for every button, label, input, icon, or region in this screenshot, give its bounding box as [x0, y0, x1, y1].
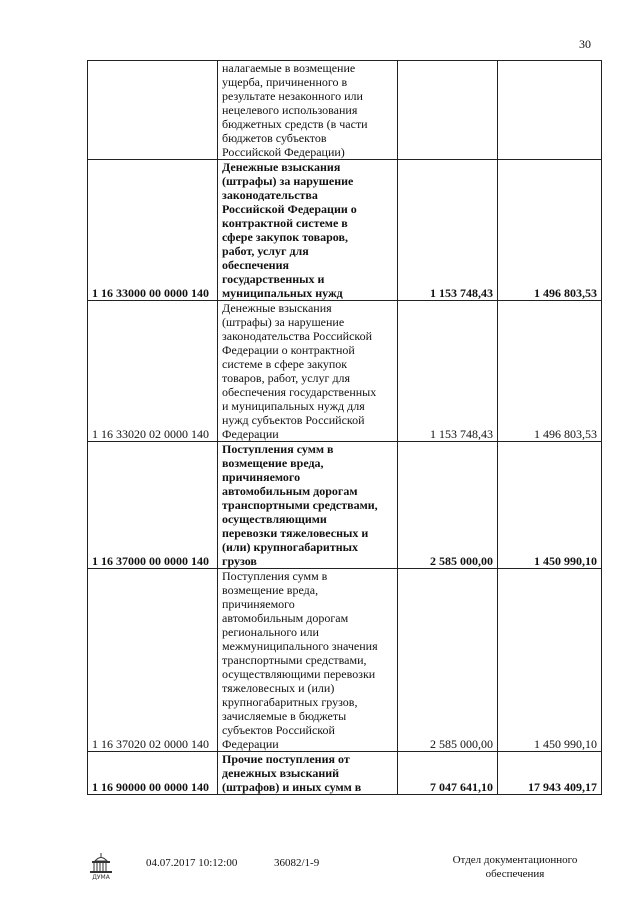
- row-name-line: товаров, работ, услуг для: [222, 371, 351, 385]
- row-name-line: осуществляющими: [222, 512, 327, 526]
- row-name-line: перевозки тяжеловесных и: [222, 526, 369, 540]
- page-number: 30: [579, 37, 591, 51]
- row-name-line: автомобильным дорогам: [222, 484, 358, 498]
- row-value-2: 1 496 803,53: [498, 301, 602, 442]
- table-row: [88, 752, 602, 795]
- row-name-line: Поступления сумм в: [222, 569, 328, 583]
- table-row: [88, 442, 602, 569]
- footer-doc-number: 36082/1-9: [274, 857, 320, 869]
- row-name: [218, 160, 398, 301]
- row-name-line: (штрафов) и иных сумм в: [222, 780, 362, 794]
- row-value-1: 2 585 000,00: [398, 569, 498, 752]
- duma-logo-icon: [86, 851, 116, 881]
- row-name-line: (штрафы) за нарушение: [222, 315, 345, 329]
- row-name-line: контрактной системе в: [222, 216, 348, 230]
- row-name-line: и муниципальных нужд для: [222, 399, 365, 413]
- row-name-line: субъектов Российской: [222, 723, 335, 737]
- row-value-2: 17 943 409,17: [498, 752, 602, 795]
- row-name-line: системе в сфере закупок: [222, 357, 348, 371]
- row-name-line: зачисляемые в бюджеты: [222, 709, 347, 723]
- row-name-line: обеспечения: [222, 258, 289, 272]
- row-name-line: возмещение вреда,: [222, 583, 319, 597]
- row-name-line: возмещение вреда,: [222, 456, 324, 470]
- row-name-line: работ, услуг для: [222, 244, 309, 258]
- row-value-2: 1 450 990,10: [498, 569, 602, 752]
- row-name-line: транспортными средствами,: [222, 498, 378, 512]
- table-row: [88, 160, 602, 301]
- row-code: 1 16 90000 00 0000 140: [88, 752, 218, 795]
- table-row: [88, 301, 602, 442]
- table-row: [88, 569, 602, 752]
- row-name-line: Денежные взыскания: [222, 160, 341, 174]
- row-name-line: обеспечения государственных: [222, 385, 377, 399]
- row-name: [218, 61, 398, 160]
- row-value-1: 1 153 748,43: [398, 160, 498, 301]
- row-name-line: законодательства Российской: [222, 329, 373, 343]
- row-name-line: Денежные взыскания: [222, 301, 332, 315]
- row-name-line: Федерации о контрактной: [222, 343, 355, 357]
- row-name-line: причиняемого: [222, 470, 301, 484]
- row-name-line: Прочие поступления от: [222, 752, 350, 766]
- row-code: [88, 61, 218, 160]
- row-value-1: 2 585 000,00: [398, 442, 498, 569]
- row-name: [218, 752, 398, 795]
- row-value-2: 1 496 803,53: [498, 160, 602, 301]
- row-name-line: Российской Федерации о: [222, 202, 357, 216]
- row-value-1: 7 047 641,10: [398, 752, 498, 795]
- footer-department-line: обеспечения: [485, 868, 545, 880]
- row-name: [218, 301, 398, 442]
- row-name-line: нужд субъектов Российской: [222, 413, 365, 427]
- footer-department-line: Отдел документационного: [452, 854, 578, 866]
- table-row: [88, 61, 602, 160]
- row-name-line: (или) крупногабаритных: [222, 540, 359, 554]
- row-name: [218, 442, 398, 569]
- row-code: 1 16 37020 02 0000 140: [88, 569, 218, 752]
- row-name-line: результате незаконного или: [222, 89, 363, 103]
- footer-datetime: 04.07.2017 10:12:00: [146, 857, 238, 869]
- row-name-line: бюджетов субъектов: [222, 131, 327, 145]
- row-name-line: осуществляющими перевозки: [222, 667, 376, 681]
- logo-caption: ДУМА: [92, 874, 110, 881]
- row-name-line: крупногабаритных грузов,: [222, 695, 358, 709]
- row-name-line: Российской Федерации): [222, 145, 345, 159]
- row-value-1: [398, 61, 498, 160]
- row-name-line: регионального или: [222, 625, 319, 639]
- row-name-line: муниципальных нужд: [222, 286, 343, 300]
- row-name-line: автомобильным дорогам: [222, 611, 349, 625]
- row-name-line: налагаемые в возмещение: [222, 61, 356, 75]
- budget-table-body: [88, 61, 602, 795]
- row-name-line: тяжеловесных и (или): [222, 681, 335, 695]
- row-name-line: межмуниципального значения: [222, 639, 378, 653]
- budget-table: [87, 60, 602, 795]
- row-name-line: государственных и: [222, 272, 325, 286]
- row-name-line: нецелевого использования: [222, 103, 358, 117]
- row-code: 1 16 37000 00 0000 140: [88, 442, 218, 569]
- footer: [0, 845, 640, 895]
- row-name-line: бюджетных средств (в части: [222, 117, 368, 131]
- row-value-2: [498, 61, 602, 160]
- row-name-line: ущерба, причиненного в: [222, 75, 348, 89]
- row-name-line: денежных взысканий: [222, 766, 340, 780]
- row-name-line: грузов: [222, 554, 257, 568]
- row-value-2: 1 450 990,10: [498, 442, 602, 569]
- row-name-line: Федерации: [222, 737, 279, 751]
- row-name-line: (штрафы) за нарушение: [222, 174, 354, 188]
- row-value-1: 1 153 748,43: [398, 301, 498, 442]
- row-name-line: законодательства: [222, 188, 318, 202]
- row-name-line: Поступления сумм в: [222, 442, 334, 456]
- row-name-line: транспортными средствами,: [222, 653, 367, 667]
- row-name-line: причиняемого: [222, 597, 295, 611]
- row-name: [218, 569, 398, 752]
- row-name-line: сфере закупок товаров,: [222, 230, 348, 244]
- row-code: 1 16 33020 02 0000 140: [88, 301, 218, 442]
- footer-department: [430, 853, 600, 881]
- row-code: 1 16 33000 00 0000 140: [88, 160, 218, 301]
- row-name-line: Федерации: [222, 427, 279, 441]
